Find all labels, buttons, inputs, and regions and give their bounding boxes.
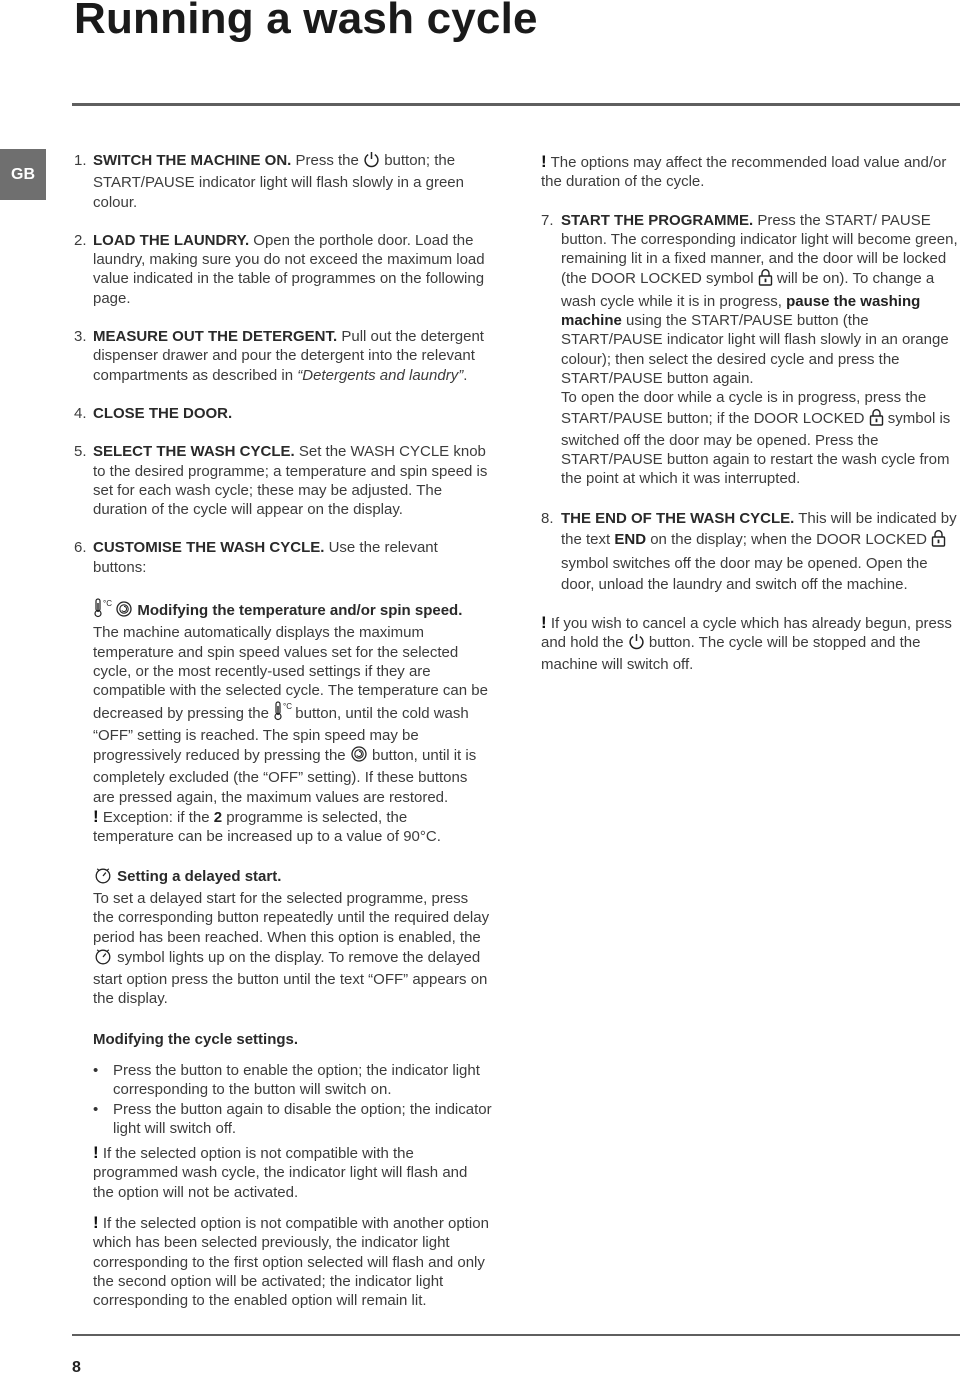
step-text: on the display; when the DOOR LOCKED — [646, 530, 932, 548]
step-number: 2. — [74, 231, 87, 249]
step-heading: SELECT THE WASH CYCLE. — [93, 443, 295, 461]
cycle-settings-section — [93, 1030, 492, 1311]
step-heading: THE END OF THE WASH CYCLE. — [561, 509, 795, 527]
step-text-bold: pause the washing machine — [561, 292, 921, 330]
step-heading: SWITCH THE MACHINE ON. — [93, 152, 292, 169]
padlock-icon — [931, 529, 946, 553]
timer-icon — [93, 866, 113, 889]
step-number: 5. — [74, 443, 87, 461]
list-item: • Press the button to enable the option; the indicator light corresponding to the button will switch on. — [93, 1061, 492, 1100]
step-text: To open the door while a cycle is in progress, press the START/PAUSE button; if the DOOR LOCKED — [561, 389, 927, 427]
power-icon — [363, 151, 380, 173]
list-item: • Press the button again to disable the option; the indicator light will switch off. — [93, 1100, 492, 1139]
thermometer-icon — [273, 701, 291, 726]
padlock-icon — [758, 268, 773, 291]
exception-text: Exception: if the — [98, 809, 214, 827]
step-text: This will be indicated by the text — [561, 509, 957, 548]
step-text: . — [463, 366, 468, 384]
step-6 — [74, 538, 492, 577]
step-text: Open the porthole door. Load the laundry, making sure you do not exceed the maximum load value indicated in the table of programmes on the following page. — [93, 231, 485, 307]
temperature-spin-section — [93, 598, 492, 847]
step-number: 7. — [541, 211, 554, 229]
warning-mark: ! — [93, 807, 99, 827]
step-text: Pull out the detergent dispenser drawer and pour the detergent into the relevant compartments as described in — [93, 328, 484, 384]
step-7 — [541, 211, 960, 489]
note-paragraph — [541, 613, 960, 675]
section-heading: Modifying the temperature and/or spin speed. — [137, 602, 463, 620]
step-8 — [541, 508, 960, 595]
step-heading: MEASURE OUT THE DETERGENT. — [93, 328, 338, 346]
note-text: The options may affect the recommended load value and/or the duration of the cycle. — [541, 154, 947, 191]
warning-mark: ! — [93, 1213, 99, 1233]
step-heading: CUSTOMISE THE WASH CYCLE. — [93, 539, 325, 557]
programme-number: 2 — [213, 809, 223, 827]
language-tab: GB — [0, 149, 46, 200]
step-3 — [74, 327, 492, 385]
timer-icon — [93, 947, 113, 970]
section-heading: Modifying the cycle settings. — [93, 1030, 299, 1048]
section-text: button, until the cold wash “OFF” setting is reached. The spin speed may be progressively reduced by pressing the — [93, 704, 469, 765]
step-text: symbol is switched off the door may be opened. Press the START/PAUSE button again to restart the wash cycle from the point at which it was interrupted. — [561, 409, 951, 488]
spin-icon — [350, 745, 368, 768]
step-heading: START THE PROGRAMME. — [561, 211, 754, 229]
section-text: symbol lights up on the display. To remove the delayed start option press the button until the text “OFF” appears on the display. — [93, 948, 488, 1008]
step-2 — [74, 231, 492, 308]
step-text: Use the relevant buttons: — [93, 539, 438, 576]
step-heading: LOAD THE LAUNDRY. — [93, 231, 250, 249]
spin-icon — [115, 600, 133, 623]
step-text-italic: “Detergents and laundry” — [297, 366, 464, 384]
left-column — [74, 151, 492, 1311]
step-4 — [74, 404, 492, 423]
step-number: 6. — [74, 539, 87, 557]
step-number: 3. — [74, 328, 87, 346]
warning-mark: ! — [541, 612, 547, 632]
step-text: symbol switches off the door may be opened. Open the door, unload the laundry and switch off the machine. — [561, 554, 928, 593]
settings-bullet-list — [93, 1061, 492, 1138]
thermometer-icon — [93, 598, 111, 623]
note-text: If you wish to cancel a cycle which has already begun, press and hold the — [541, 614, 952, 652]
step-text: Press the — [291, 152, 364, 169]
right-column — [541, 152, 960, 675]
step-text: using the START/PAUSE button (the START/PAUSE indicator light will flash slowly in an orange colour); then select the desired cycle and press the START/PAUSE button again. — [561, 312, 949, 387]
section-text: The machine automatically displays the maximum temperature and spin speed values set for the selected cycle, or the most recently-used settings if they are compatible with the selected cycle. The temperature can be decreased by pressing the — [93, 624, 488, 722]
section-text: To set a delayed start for the selected programme, press the corresponding button repeatedly until the required delay period has been reached. When this option is enabled, the — [93, 889, 490, 946]
exception-text: programme is selected, the temperature can be increased up to a value of 90°C. — [93, 809, 441, 846]
section-text: button, until it is completely excluded (the “OFF” setting). If these buttons are pressed again, the maximum values are restored. — [93, 747, 477, 806]
page-title: Running a wash cycle — [74, 0, 538, 43]
warning-mark: ! — [93, 1143, 99, 1163]
step-heading: CLOSE THE DOOR. — [93, 404, 233, 422]
step-number: 1. — [74, 152, 87, 169]
step-text: button; the START/PAUSE indicator light will flash slowly in a green colour. — [93, 152, 464, 211]
page-number: 8 — [72, 1359, 81, 1376]
end-display-text: END — [614, 530, 647, 548]
step-text: will be on). To change a wash cycle while it is in progress, — [561, 270, 935, 310]
header-divider — [72, 103, 960, 106]
note-paragraph — [93, 1213, 492, 1310]
svg-text:°C: °C — [103, 599, 112, 609]
note-paragraph — [541, 152, 960, 192]
step-number: 4. — [74, 404, 87, 422]
warning-mark: ! — [541, 152, 547, 171]
note-paragraph — [93, 1143, 492, 1202]
power-icon — [628, 633, 645, 655]
note-text: button. The cycle will be stopped and the machine will switch off. — [541, 634, 921, 674]
step-number: 8. — [541, 509, 554, 527]
section-heading: Setting a delayed start. — [117, 867, 282, 885]
note-text: If the selected option is not compatible with the programmed wash cycle, the indicator light will flash and the option will not be activated. — [93, 1145, 468, 1201]
note-text: If the selected option is not compatible with another option which has been selected previously, the indicator light corresponding to the first option selected will flash and only the second option will be activated; the indicator light corresponding to the enabled option will remain lit. — [93, 1215, 489, 1310]
step-text: Press the START/ PAUSE button. The corresponding indicator light will become green, remaining lit in a fixed manner, and the door will be locked (the DOOR LOCKED symbol — [561, 211, 958, 288]
footer-divider — [72, 1334, 960, 1336]
step-1 — [74, 151, 492, 212]
delayed-start-section — [93, 866, 492, 1009]
padlock-icon — [869, 408, 884, 431]
svg-text:°C: °C — [283, 701, 293, 711]
step-5 — [74, 442, 492, 519]
step-text: Set the WASH CYCLE knob to the desired programme; a temperature and spin speed is set for each wash cycle; these may be adjusted. The duration of the cycle will appear on the display. — [93, 443, 488, 519]
